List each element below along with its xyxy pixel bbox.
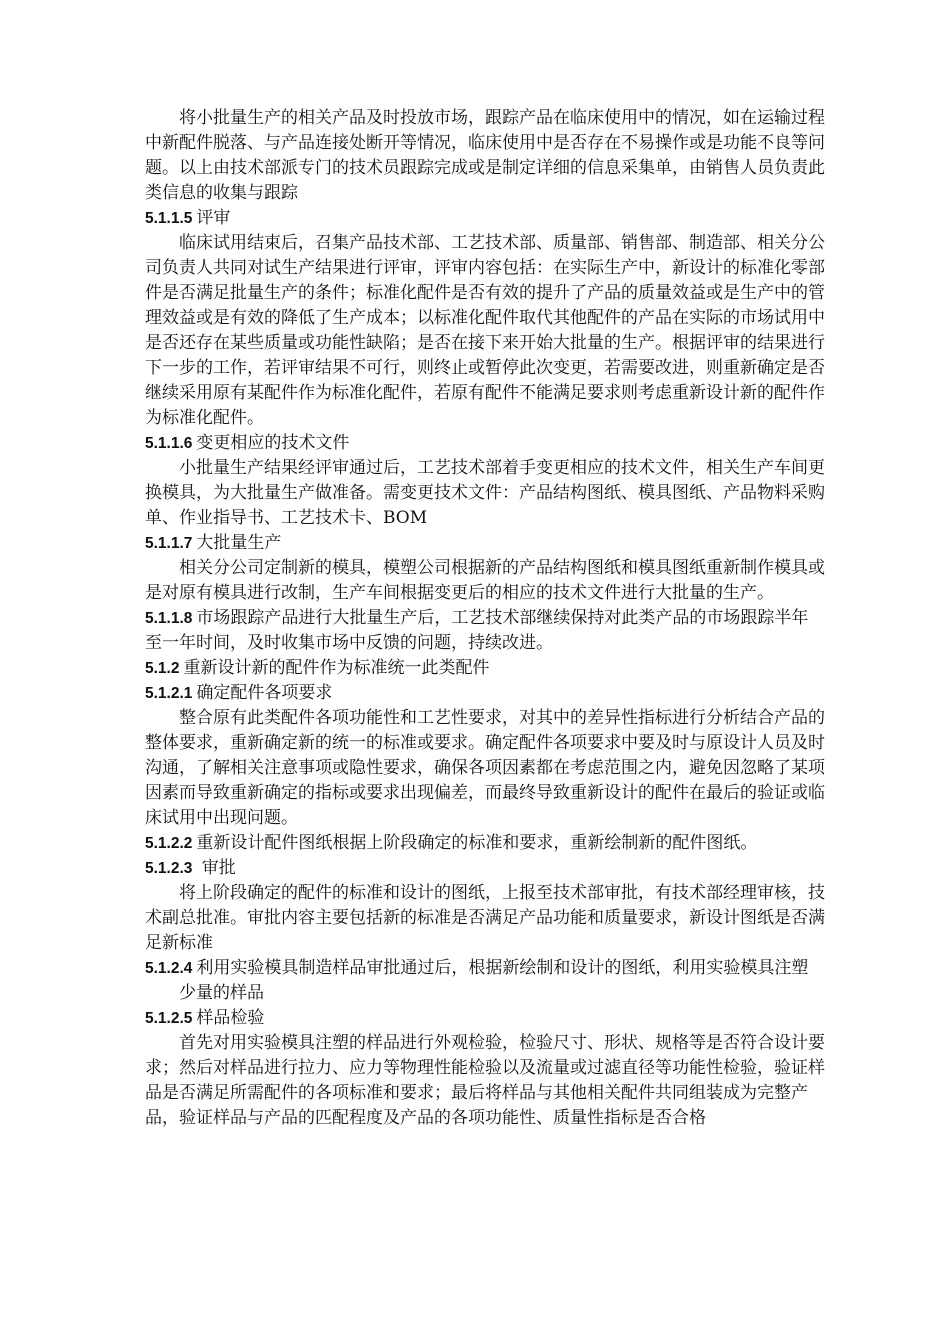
section-title: 大批量生产 — [196, 533, 282, 553]
paragraph-4: 相关分公司定制新的模具，模塑公司根据新的产品结构图纸和模具图纸重新制作模具或是对原有模具进行改制，生产车间根据变更后的相应的技术文件进行大批量的生产。 — [145, 558, 825, 603]
section-5-1-2-4 — [145, 956, 825, 1006]
section-5-1-2-2 — [145, 831, 825, 856]
section-title: 重新设计新的配件作为标准统一此类配件 — [183, 658, 490, 678]
section-number: 5.1.2 — [145, 660, 180, 677]
paragraph-5: 整合原有此类配件各项功能性和工艺性要求，对其中的差异性指标进行分析结合产品的整体要求，重新确定新的统一的标准或要求。确定配件各项要求中要及时与原设计人员及时沟通，了解相关注意事项或隐性要求，确保各项因素都在考虑范围之内，避免因忽略了某项因素而导致重新确定的指标或要求出现偏差，而最终导致重新设计的配件在最后的验证或临床试用中出现问题。 — [145, 708, 825, 828]
section-number: 5.1.2.1 — [145, 685, 193, 702]
section-5-1-1-8 — [145, 606, 825, 656]
section-5-1-1-5 — [145, 206, 825, 231]
section-5-1-1-7 — [145, 531, 825, 556]
section-number: 5.1.1.5 — [145, 210, 193, 227]
section-title: 审批 — [196, 858, 236, 878]
section-title: 利用实验模具制造样品审批通过后，根据新绘制和设计的图纸，利用实验模具注塑少量的样品 — [179, 958, 809, 1003]
paragraph-2: 临床试用结束后，召集产品技术部、工艺技术部、质量部、销售部、制造部、相关分公司负责人共同对试生产结果进行评审，评审内容包括：在实际生产中，新设计的标准化零部件是否满足批量生产的条件；标准化配件是否有效的提升了产品的质量效益或是生产中的管理效益或是有效的降低了生产成本；以标准化配件取代其他配件的产品在实际的市场试用中是否还存在某些质量或功能性缺陷；是否在接下来开始大批量的生产。根据评审的结果进行下一步的工作，若评审结果不可行，则终止或暂停此次变更，若需要改进，则重新确定是否继续采用原有某配件作为标准化配件，若原有配件不能满足要求则考虑重新设计新的配件作为标准化配件。 — [145, 233, 825, 428]
section-title: 重新设计配件图纸根据上阶段确定的标准和要求，重新绘制新的配件图纸。 — [196, 833, 758, 853]
section-5-1-2-1 — [145, 681, 825, 706]
section-title: 确定配件各项要求 — [196, 683, 333, 703]
section-title: 样品检验 — [196, 1008, 265, 1028]
section-title: 变更相应的技术文件 — [196, 433, 350, 453]
section-number: 5.1.1.6 — [145, 435, 193, 452]
paragraph-7: 首先对用实验模具注塑的样品进行外观检验，检验尺寸、形状、规格等是否符合设计要求；然后对样品进行拉力、应力等物理性能检验以及流量或过滤直径等功能性检验，验证样品是否满足所需配件的各项标准和要求；最后将样品与其他相关配件共同组装成为完整产品，验证样品与产品的匹配程度及产品的各项功能性、质量性指标是否合格 — [145, 1033, 825, 1128]
section-5-1-2 — [145, 656, 825, 681]
section-number: 5.1.2.2 — [145, 835, 193, 852]
section-number: 5.1.2.5 — [145, 1010, 193, 1027]
paragraph-1: 将小批量生产的相关产品及时投放市场，跟踪产品在临床使用中的情况，如在运输过程中新配件脱落、与产品连接处断开等情况，临床使用中是否存在不易操作或是功能不良等问题。以上由技术部派专门的技术员跟踪完成或是制定详细的信息采集单，由销售人员负责此类信息的收集与跟踪 — [145, 108, 825, 203]
document-page — [145, 106, 825, 1131]
section-title: 市场跟踪产品进行大批量生产后，工艺技术部继续保持对此类产品的市场跟踪半年至一年时间，及时收集市场中反馈的问题，持续改进。 — [145, 608, 809, 653]
section-5-1-1-6 — [145, 431, 825, 456]
section-number: 5.1.2.3 — [145, 860, 193, 877]
section-5-1-2-3 — [145, 856, 825, 881]
section-5-1-2-5 — [145, 1006, 825, 1031]
section-title: 评审 — [196, 208, 231, 228]
section-number: 5.1.1.8 — [145, 610, 193, 627]
section-number: 5.1.2.4 — [145, 960, 193, 977]
section-number: 5.1.1.7 — [145, 535, 193, 552]
paragraph-6: 将上阶段确定的配件的标准和设计的图纸，上报至技术部审批，有技术部经理审核，技术副总批准。审批内容主要包括新的标准是否满足产品功能和质量要求，新设计图纸是否满足新标准 — [145, 883, 825, 953]
paragraph-3: 小批量生产结果经评审通过后，工艺技术部着手变更相应的技术文件，相关生产车间更换模具，为大批量生产做准备。需变更技术文件：产品结构图纸、模具图纸、产品物料采购单、作业指导书、工艺技术卡、BOM — [145, 458, 825, 528]
